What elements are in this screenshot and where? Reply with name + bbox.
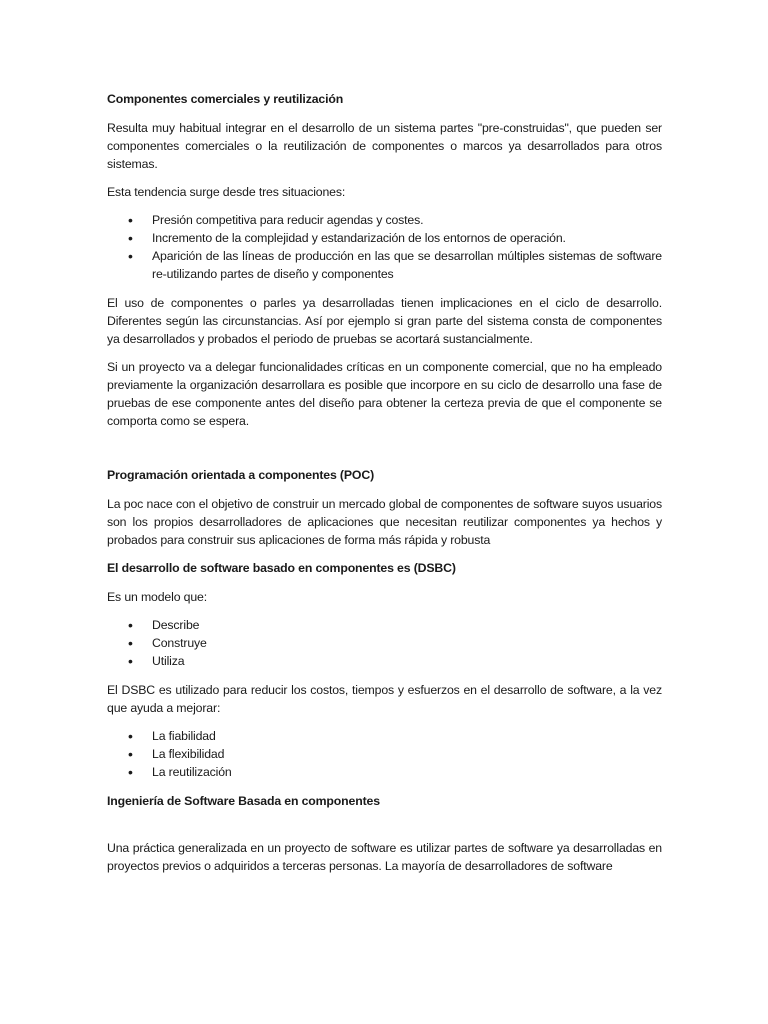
paragraph: Esta tendencia surge desde tres situaciones:: [107, 185, 346, 199]
bullet-list: [107, 616, 662, 670]
section-heading: Componentes comerciales y reutilización: [107, 92, 344, 106]
list-item: • Aparición de las líneas de producción en las que se desarrollan múltiples sistemas de software re-utilizando partes de diseño y componentes: [107, 247, 662, 283]
list-item: • Presión competitiva para reducir agendas y costes.: [107, 211, 662, 229]
section-heading: El desarrollo de software basado en componentes es (DSBC): [107, 561, 456, 575]
section-heading: Ingeniería de Software Basada en componentes: [107, 794, 380, 808]
document-page: [107, 90, 662, 885]
list-item: • Utiliza: [107, 652, 662, 670]
list-item: • Incremento de la complejidad y estandarización de los entornos de operación.: [107, 229, 662, 247]
paragraph: Si un proyecto va a delegar funcionalidades críticas en un componente comercial, que no ha empleado previamente la organización desarrollara es posible que incorpore en su ciclo de desarrollo una fase de pruebas de ese componente antes del diseño para obtener la certeza previa de que el componente se comporta como se espera.: [107, 360, 662, 428]
paragraph: La poc nace con el objetivo de construir un mercado global de componentes de software suyos usuarios son los propios desarrolladores de aplicaciones que necesitan reutilizar componentes ya hechos y probados para construir sus aplicaciones de forma más rápida y robusta: [107, 497, 662, 547]
paragraph: El uso de componentes o parles ya desarrolladas tienen implicaciones en el ciclo de desarrollo. Diferentes según las circunstancias. Así por ejemplo si gran parte del sistema consta de componentes ya desarrollados y probados el periodo de pruebas se acortará sustancialmente.: [107, 296, 662, 346]
section-heading: Programación orientada a componentes (POC): [107, 468, 375, 482]
list-item: • La reutilización: [107, 763, 662, 781]
paragraph: Resulta muy habitual integrar en el desarrollo de un sistema partes "pre-construidas", que pueden ser componentes comerciales o la reutilización de componentes o marcos ya desarrollados para otros sistemas.: [107, 121, 662, 171]
paragraph: El DSBC es utilizado para reducir los costos, tiempos y esfuerzos en el desarrollo de software, a la vez que ayuda a mejorar:: [107, 683, 662, 715]
bullet-list: [107, 211, 662, 283]
list-item: • La fiabilidad: [107, 727, 662, 745]
list-item: • La flexibilidad: [107, 745, 662, 763]
paragraph: Una práctica generalizada en un proyecto de software es utilizar partes de software ya desarrolladas en proyectos previos o adquiridos a terceras personas. La mayoría de desarrolladores de software: [107, 841, 662, 873]
bullet-list: [107, 727, 662, 781]
list-item: • Construye: [107, 634, 662, 652]
list-item: • Describe: [107, 616, 662, 634]
paragraph: Es un modelo que:: [107, 590, 207, 604]
